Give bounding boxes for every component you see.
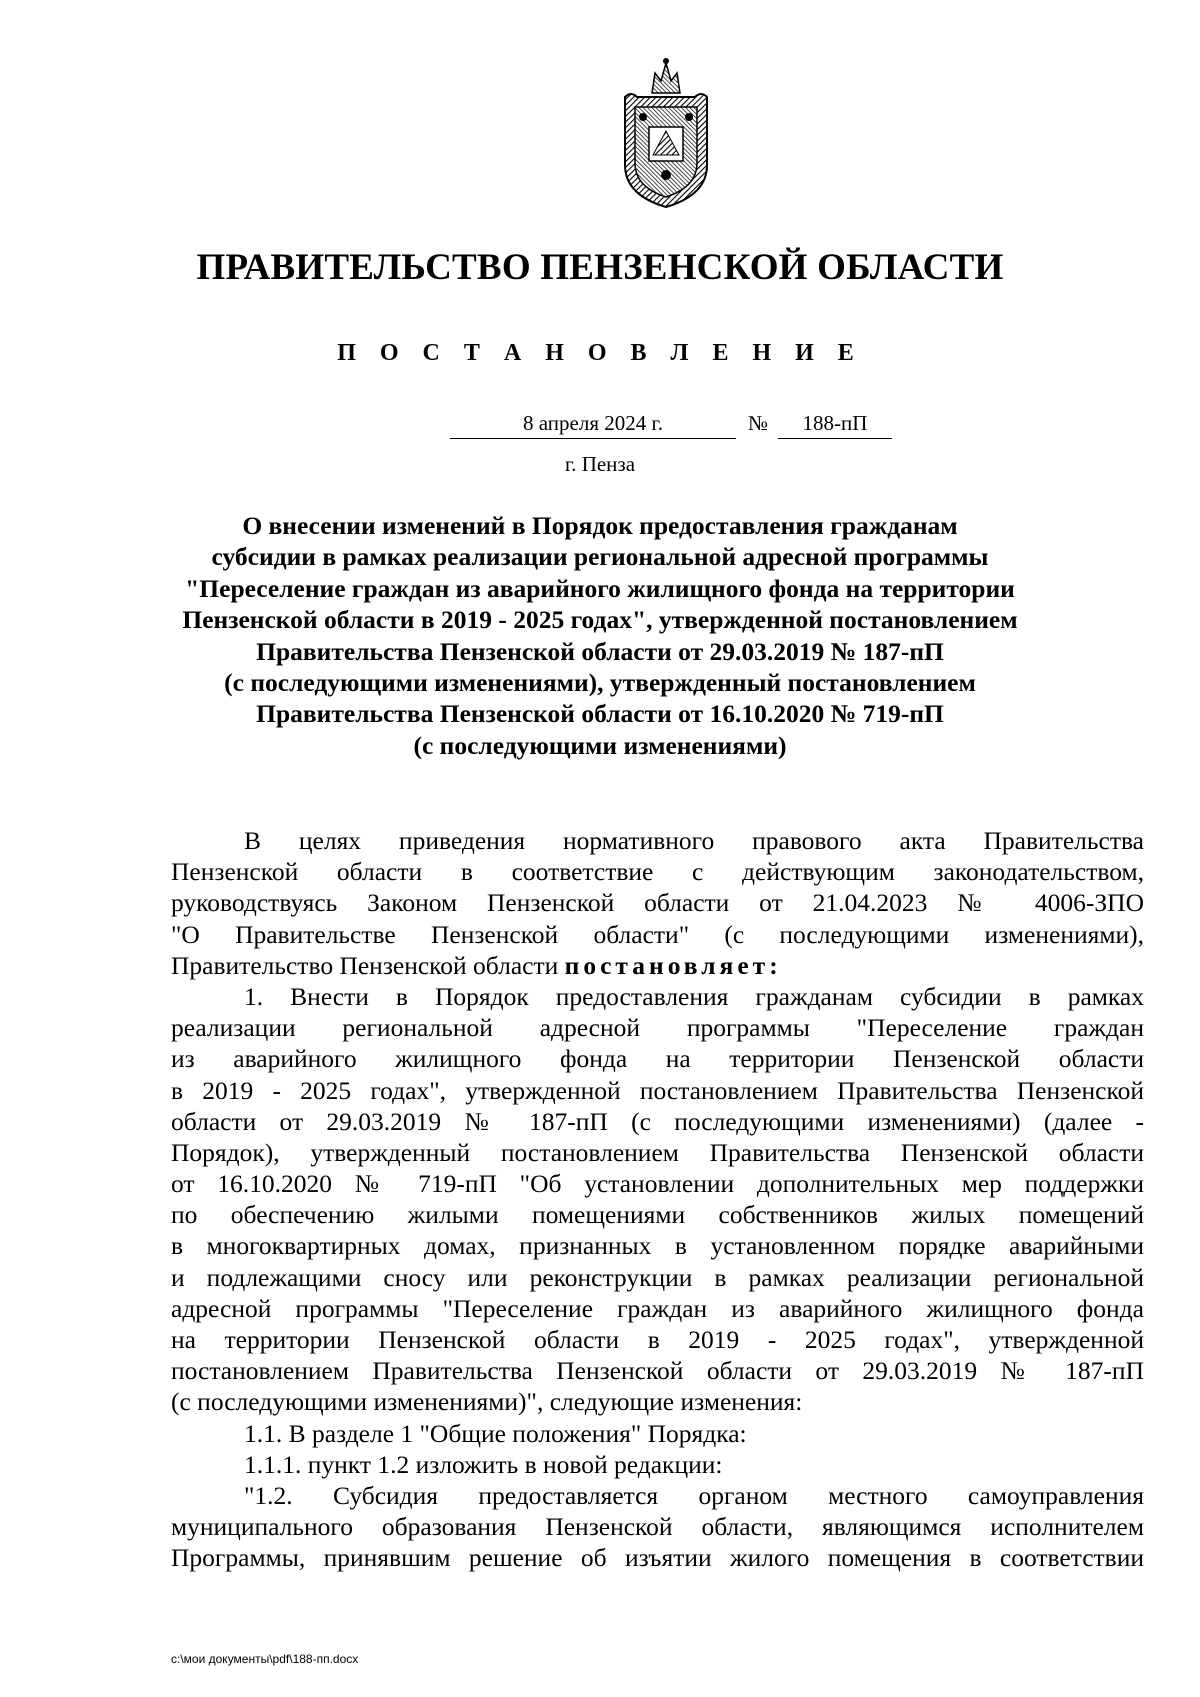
body-line-text: Правительство Пензенской области [171,950,565,980]
item-1-1: 1.1. В разделе 1 "Общие положения" Порядка: [244,1418,747,1448]
body-line: реализации региональной адресной программы "Переселение граждан [171,1013,1144,1043]
document-body [171,825,1144,1574]
body-line: области от 29.03.2019 № 187-пП (с последующими изменениями) (далее - [171,1106,1144,1136]
body-line: постановлением Правительства Пензенской области от 29.03.2019 № 187-пП [171,1356,1144,1386]
subject-line: субсидии в рамках реализации региональной адресной программы [211,542,989,572]
body-line: муниципального образования Пензенской области, являющимся исполнителем [171,1512,1144,1542]
body-line: Пензенской области в соответствие с действующим законодательством, [171,857,1144,887]
body-line: (с последующими изменениями)", следующие изменения: [171,1387,803,1417]
body-line: в 2019 - 2025 годах", утвержденной постановлением Правительства Пензенской [171,1075,1144,1105]
body-line: адресной программы "Переселение граждан из аварийного жилищного фонда [171,1293,1144,1323]
subject-line: "Переселение граждан из аварийного жилищного фонда на территории [185,573,1015,603]
subject-line: Пензенской области в 2019 - 2025 годах", утвержденной постановлением [182,605,1018,635]
body-line: В целях приведения нормативного правового акта Правительства [244,826,1144,855]
subject-line: (с последующими изменениями) [413,730,787,760]
body-line: из аварийного жилищного фонда на территории Пензенской области [171,1044,1144,1074]
body-line: Программы, принявшим решение об изъятии жилого помещения в соответствии [171,1543,1144,1573]
body-line: в многоквартирных домах, признанных в установленном порядке аварийными [171,1231,1144,1261]
number-sign: № [747,411,769,435]
organization-title: ПРАВИТЕЛЬСТВО ПЕНЗЕНСКОЙ ОБЛАСТИ [196,247,1004,288]
document-date: 8 апреля 2024 г. [450,408,736,439]
subject-line: (с последующими изменениями), утвержденный постановлением [224,668,976,698]
file-path-footer: c:\мои документы\pdf\188-пп.docx [171,1652,359,1666]
document-number: 188-пП [778,408,892,439]
body-line: "1.2. Субсидия предоставляется органом местного самоуправления [244,1480,1144,1510]
subject-line: Правительства Пензенской области от 16.10.2020 № 719-пП [256,699,944,729]
body-line: Порядок), утвержденный постановлением Правительства Пензенской области [171,1137,1144,1167]
body-line: от 16.10.2020 № 719-пП "Об установлении дополнительных мер поддержки [171,1169,1144,1199]
subject-line: О внесении изменений в Порядок предоставления гражданам [242,511,958,540]
body-line: и подлежащими сносу или реконструкции в рамках реализации региональной [171,1262,1144,1292]
document-type: П О С Т А Н О В Л Е Н И Е [337,340,863,366]
body-line: на территории Пензенской области в 2019 - 2025 годах", утвержденной [171,1325,1144,1354]
body-line: "О Правительстве Пензенской области" (с последующими изменениями), [171,919,1144,949]
resolves-keyword: постановляет: [564,950,782,980]
coat-of-arms-icon [607,55,725,215]
document-subject [170,510,1030,761]
body-line: руководствуясь Законом Пензенской области от 21.04.2023 № 4006-ЗПО [171,888,1144,918]
subject-line: Правительства Пензенской области от 29.03.2019 № 187-пП [256,636,944,666]
body-line: по обеспечению жилыми помещениями собственников жилых помещений [171,1200,1144,1230]
item-1-1-1: 1.1.1. пункт 1.2 изложить в новой редакции: [244,1449,723,1479]
body-line: 1. Внести в Порядок предоставления гражданам субсидии в рамках [244,981,1144,1011]
body-line [171,950,1144,981]
document-city: г. Пенза [564,452,636,476]
